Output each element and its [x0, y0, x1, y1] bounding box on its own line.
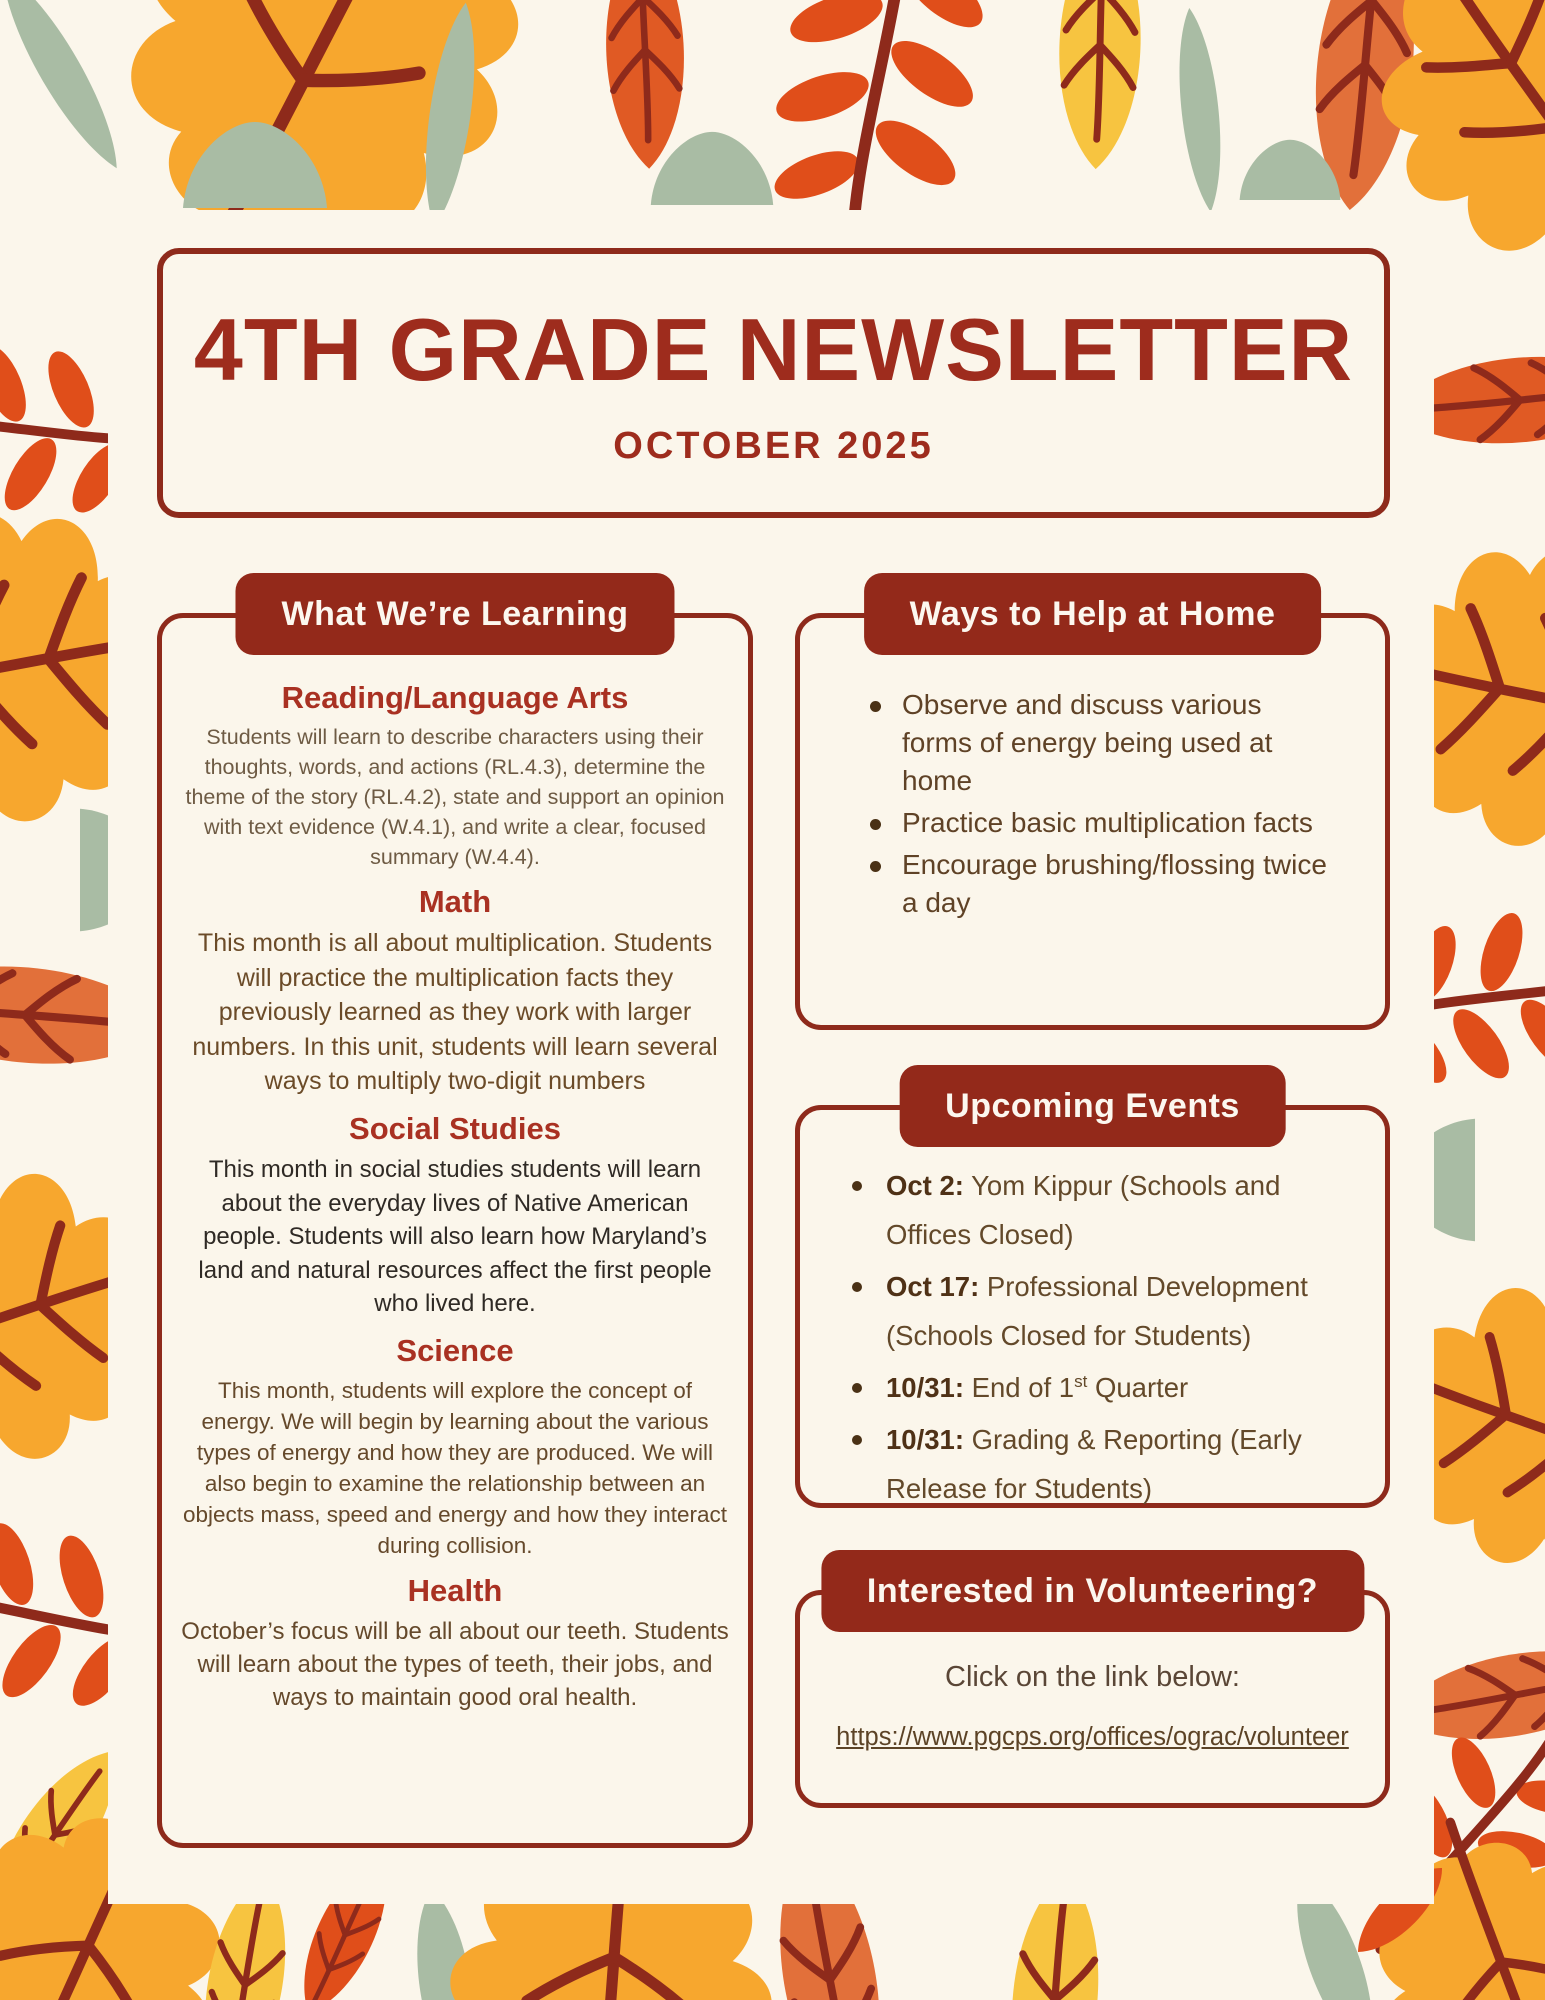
subject-title-health: Health — [407, 1573, 503, 1609]
volunteer-link[interactable]: https://www.pgcps.org/offices/ograc/volunteer — [836, 1723, 1349, 1751]
event-item — [846, 1416, 1357, 1514]
subject-body-math: This month is all about multiplication. Students will practice the multiplication facts they previously learned as they work with larger numbers. In this unit, students will learn several ways to multiply two-digit numbers — [192, 929, 718, 1096]
subject-title-math: Math — [418, 884, 492, 920]
help-box — [795, 613, 1390, 1030]
event-ordinal: st — [1074, 1371, 1088, 1391]
event-text: Quarter — [1087, 1371, 1189, 1403]
subject-body-reading: Students will learn to describe characters using their thoughts, words, and actions (RL.4.3), determine the theme of the story (RL.4.2), state and support an opinion with text evidence (W.4.1), and write a clear, focused summary (W.4.4). — [185, 725, 725, 870]
newsletter-date: OCTOBER 2025 — [613, 424, 934, 467]
title-box — [157, 248, 1390, 518]
event-text: Yom Kippur (Schools and Offices Closed) — [886, 1170, 1281, 1250]
help-item: Practice basic multiplication facts — [864, 804, 1327, 842]
help-list — [864, 686, 1327, 922]
events-box — [795, 1105, 1390, 1508]
event-item — [846, 1364, 1357, 1413]
learning-header-label: What We’re Learning — [281, 594, 629, 633]
subject-title-social-studies: Social Studies — [349, 1110, 561, 1146]
event-date: Oct 2: — [886, 1170, 964, 1201]
subject-title-reading: Reading/Language Arts — [281, 680, 629, 715]
help-header-pill — [864, 573, 1322, 655]
subject-body-social-studies: This month in social studies students will learn about the everyday lives of Native American people. Students will also learn how Maryland’s land and natural resources affect the first people who lived here. — [198, 1155, 712, 1318]
subject-title-science: Science — [396, 1332, 514, 1368]
event-date: 10/31: — [886, 1423, 964, 1455]
event-date: 10/31: — [886, 1371, 964, 1403]
volunteering-header-label: Interested in Volunteering? — [866, 1571, 1319, 1610]
event-item — [846, 1263, 1357, 1361]
event-text: Professional Development (Schools Closed for Students) — [886, 1270, 1308, 1351]
learning-header-pill — [235, 573, 674, 655]
events-header-label: Upcoming Events — [945, 1086, 1240, 1125]
event-date: Oct 17: — [886, 1270, 980, 1302]
upcoming-events-card — [795, 1065, 1390, 1508]
help-header-label: Ways to Help at Home — [909, 594, 1276, 633]
subject-body-health: October’s focus will be all about our teeth. Students will learn about the types of teeth, their jobs, and ways to maintain good oral health. — [181, 1618, 729, 1712]
events-header-pill — [899, 1065, 1286, 1147]
help-item: Observe and discuss various forms of energy being used at home — [864, 686, 1327, 800]
help-item: Encourage brushing/flossing twice a day — [864, 846, 1327, 922]
event-text: End of 1 — [963, 1371, 1075, 1403]
event-item — [846, 1162, 1357, 1260]
learning-box — [157, 613, 753, 1848]
event-text: Grading & Reporting (Early Release for Students) — [886, 1423, 1302, 1504]
learning-card — [157, 573, 753, 1848]
events-list — [846, 1162, 1357, 1514]
help-at-home-card — [795, 573, 1390, 1030]
volunteering-card — [795, 1550, 1390, 1808]
volunteering-header-pill — [821, 1550, 1364, 1632]
volunteering-instruction: Click on the link below: — [945, 1661, 1240, 1693]
subject-body-science: This month, students will explore the concept of energy. We will begin by learning about the various types of energy and how they are produced. We will also begin to examine the relationship between an objects mass, speed and energy and how they interact during collision. — [182, 1377, 728, 1559]
newsletter-title: 4TH GRADE NEWSLETTER — [193, 299, 1354, 399]
